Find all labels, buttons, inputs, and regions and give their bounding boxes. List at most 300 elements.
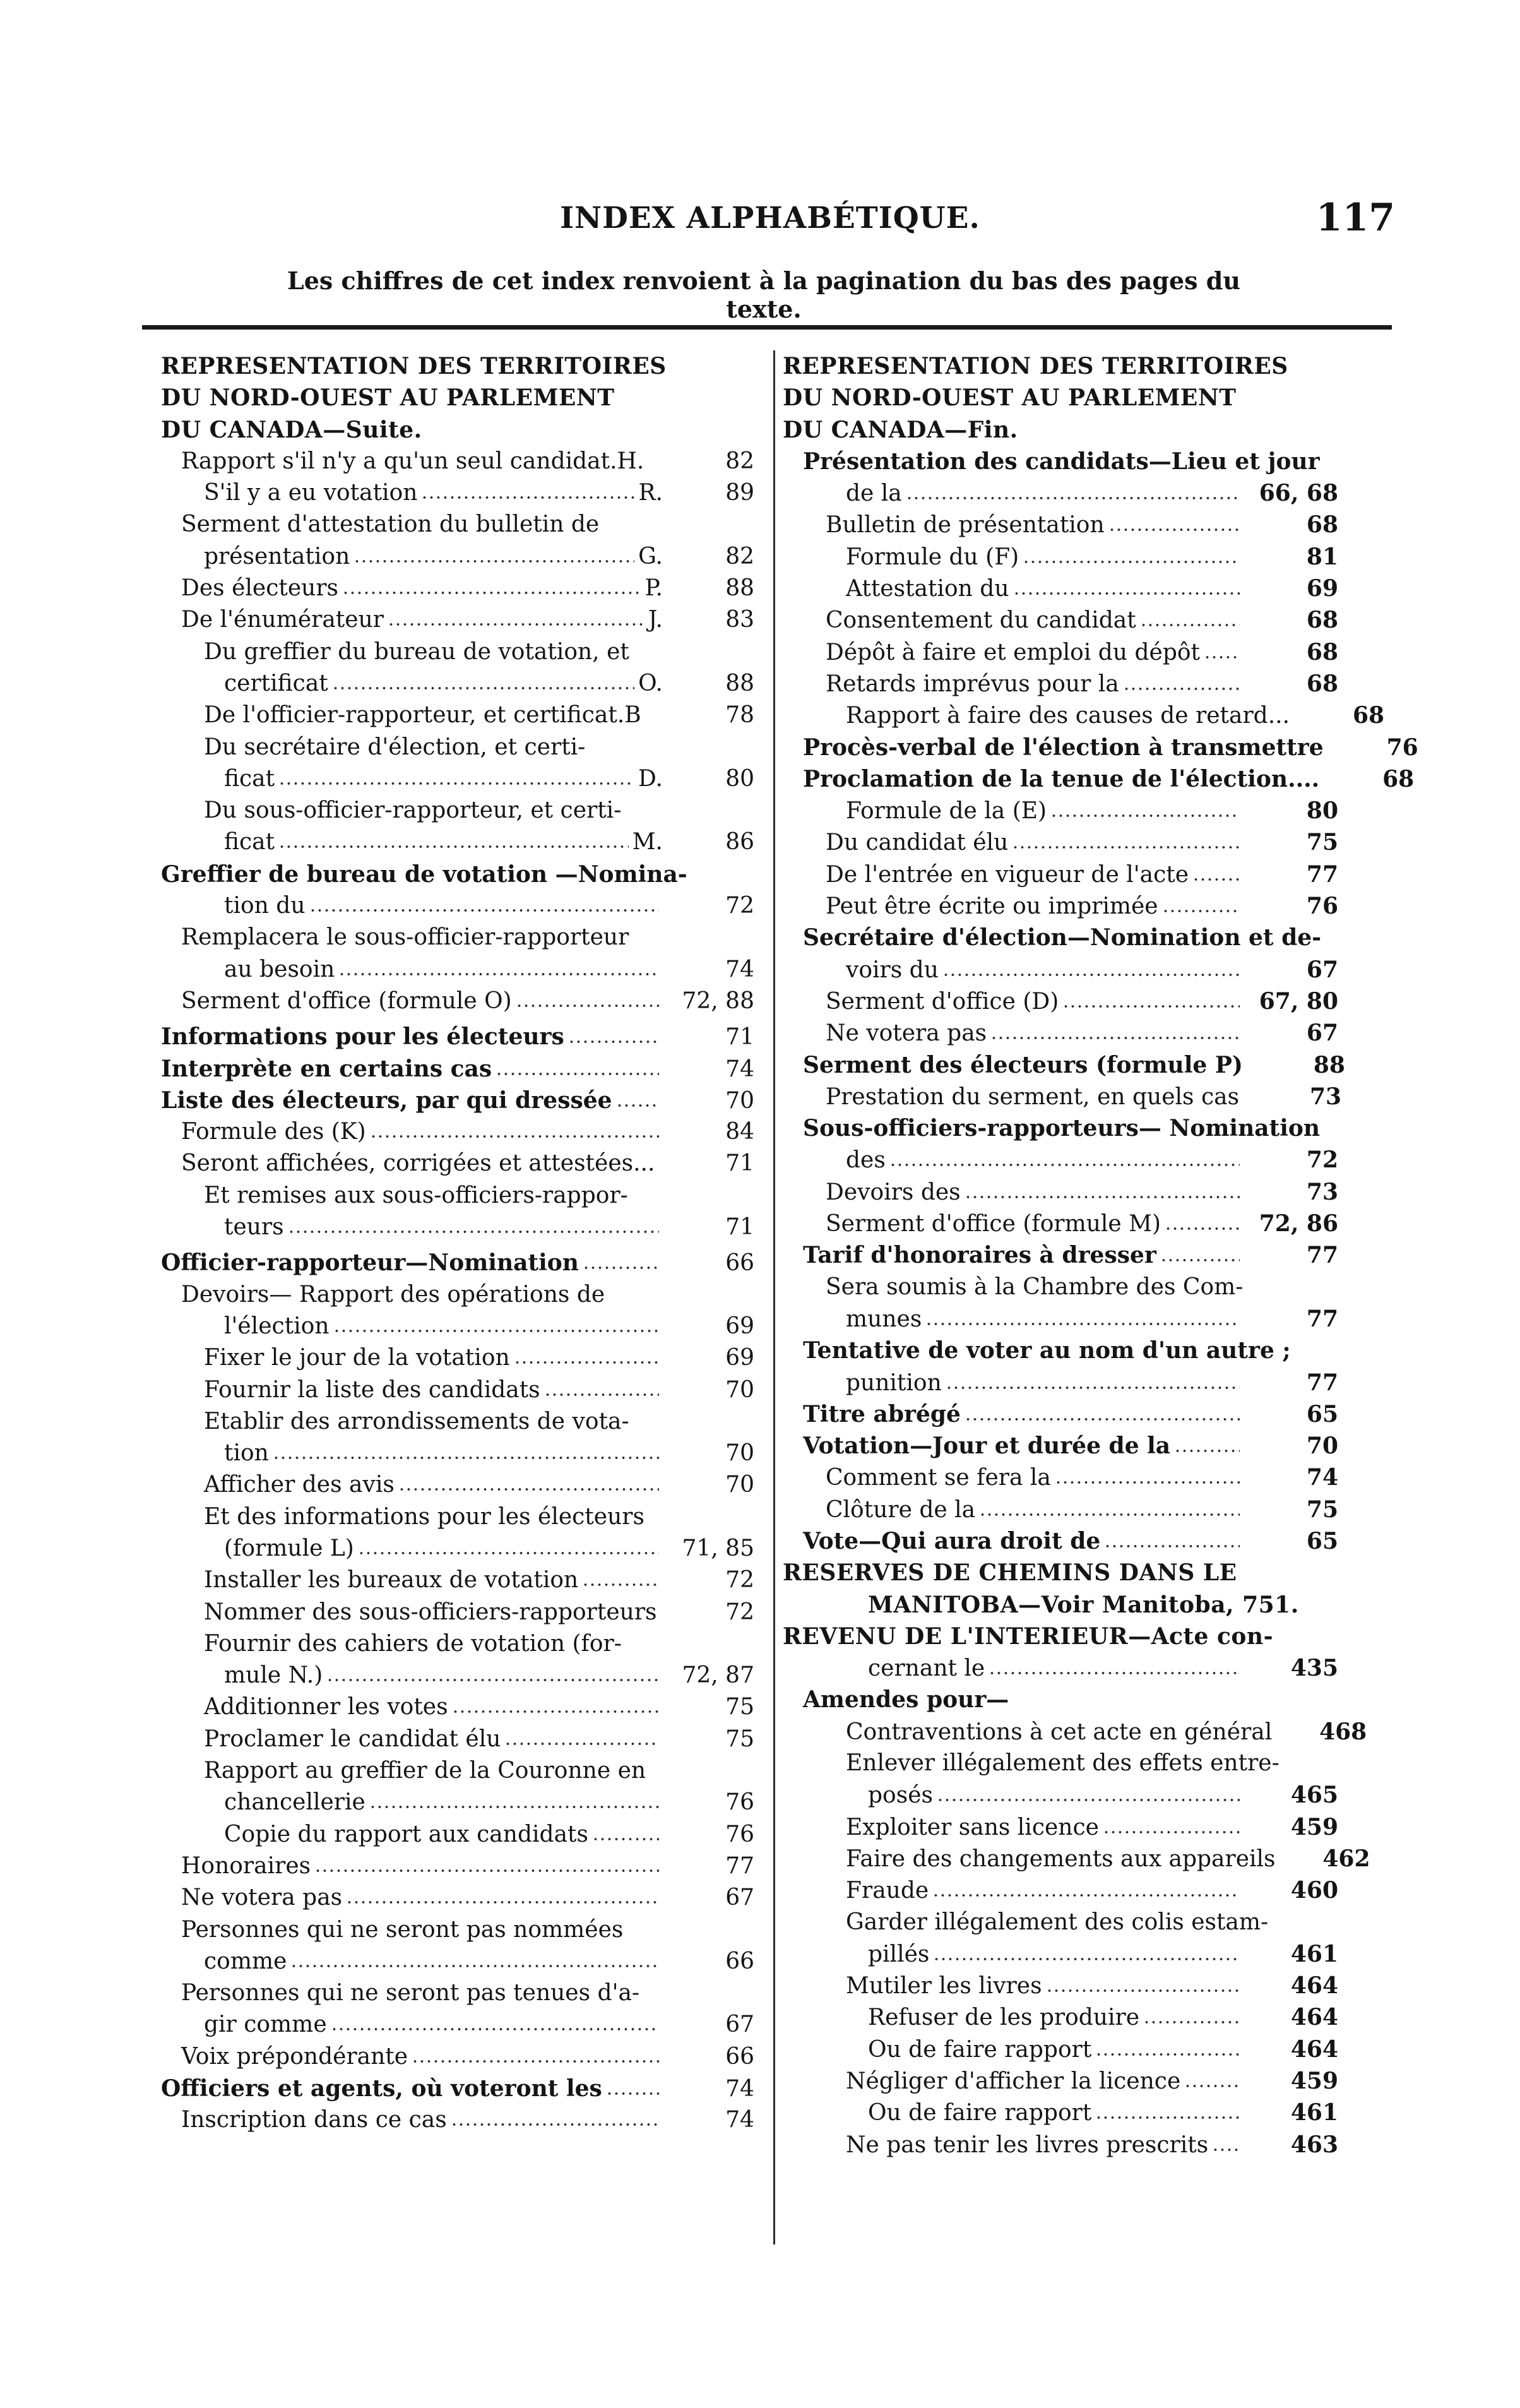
dot-leader <box>1012 830 1240 850</box>
page-reference: 83 <box>725 607 754 633</box>
entry-text: présentation <box>204 543 350 569</box>
dot-leader <box>942 957 1240 977</box>
entry-text: Serment des électeurs (formule P) <box>803 1051 1243 1078</box>
index-entry <box>161 1819 754 1851</box>
dot-leader <box>331 2012 659 2032</box>
index-entry <box>783 1684 1338 1715</box>
dot-leader <box>1108 512 1240 532</box>
page-reference: 66 <box>725 2043 754 2070</box>
page-reference: 86 <box>725 829 754 855</box>
index-entry <box>783 573 1338 604</box>
index-entry <box>161 1085 754 1116</box>
index-entry <box>161 1724 754 1755</box>
page-reference: 76 <box>1386 734 1418 761</box>
page-reference: 67 <box>725 1885 754 1911</box>
entry-text: Ou de faire rapport <box>868 2036 1092 2063</box>
index-entry <box>161 1628 754 1660</box>
dot-leader <box>925 1306 1240 1326</box>
index-entry <box>783 922 1338 953</box>
entry-text: tion <box>224 1440 269 1467</box>
header-rule <box>142 325 1392 330</box>
dot-leader <box>504 1726 659 1746</box>
entry-text: Attestation du <box>846 576 1009 602</box>
page-reference: 75 <box>725 1694 754 1720</box>
entry-text: Sous-officiers-rapporteurs— Nomination <box>803 1115 1321 1142</box>
page-reference: 72 <box>725 1599 754 1625</box>
dot-leader <box>1212 2132 1240 2152</box>
index-entry <box>783 2065 1338 2097</box>
index-entry <box>783 2097 1338 2128</box>
dot-leader <box>421 480 634 500</box>
entry-text: Bulletin de présentation <box>826 512 1105 539</box>
page-reference: 71 <box>725 1024 754 1051</box>
index-entry <box>161 1851 754 1882</box>
entry-text: Serment d'office (formule O) <box>181 987 512 1014</box>
index-entry <box>783 1811 1338 1843</box>
entry-text: Voix prépondérante <box>181 2043 408 2070</box>
dot-leader <box>288 1214 659 1234</box>
entry-text: Peut être écrite ou imprimée <box>826 893 1158 920</box>
dot-leader <box>370 1119 659 1139</box>
entry-text: Devoirs des <box>826 1179 961 1205</box>
index-entry <box>783 1144 1338 1176</box>
entry-text: Etablir des arrondissements de vota- <box>204 1408 629 1434</box>
index-entry <box>161 1533 754 1565</box>
index-entry <box>783 541 1338 573</box>
dot-leader <box>965 1179 1240 1200</box>
page-reference: 72, 86 <box>1259 1210 1338 1237</box>
form-letter: G. <box>638 543 663 569</box>
entry-text: Ou de faire rapport <box>868 2100 1092 2126</box>
entry-text: (formule L) <box>224 1535 354 1561</box>
entry-text: Proclamation de la tenue de l'élection.... <box>803 765 1320 792</box>
page-reference: 89 <box>725 480 754 506</box>
dot-leader <box>1055 1465 1240 1485</box>
entry-text: Enlever illégalement des effets entre- <box>846 1750 1280 1777</box>
index-entry <box>783 954 1338 986</box>
dot-leader <box>338 957 659 977</box>
page-reference: 465 <box>1290 1782 1338 1809</box>
page-reference: 461 <box>1290 1940 1338 1967</box>
entry-text: teurs <box>224 1214 284 1241</box>
page-reference: 70 <box>725 1087 754 1114</box>
index-entry <box>161 1021 754 1052</box>
dot-leader <box>1062 989 1240 1009</box>
dot-leader <box>309 893 659 913</box>
entry-text: au besoin <box>224 956 335 982</box>
entry-text: Copie du rapport aux candidats <box>224 1821 588 1847</box>
page-reference: 468 <box>1319 1718 1367 1745</box>
dot-leader <box>1174 1433 1240 1453</box>
page-reference: 69 <box>1306 575 1338 602</box>
page-reference: 72 <box>725 1567 754 1594</box>
index-entry <box>783 1430 1338 1462</box>
dot-leader <box>889 1147 1240 1167</box>
page-reference: 460 <box>1290 1877 1338 1904</box>
index-entry <box>161 1597 754 1628</box>
index-entry <box>161 890 754 922</box>
dot-leader <box>278 766 634 786</box>
entry-text: Du sous-officier-rapporteur, et certi- <box>204 797 622 824</box>
page-reference: 75 <box>1306 1496 1338 1523</box>
entry-text: chancellerie <box>224 1789 365 1816</box>
dot-leader <box>369 1789 659 1809</box>
entry-text: Votation—Jour et durée de la <box>803 1433 1171 1460</box>
index-entry <box>783 763 1415 795</box>
entry-text: Personnes qui ne seront pas nommées <box>181 1916 624 1943</box>
entry-text: Seront affichées, corrigées et attestées... <box>181 1150 655 1177</box>
page-reference: 74 <box>725 1056 754 1082</box>
index-entry <box>783 668 1338 700</box>
entry-text: tion du <box>224 893 306 919</box>
page-reference: 66, 68 <box>1259 480 1338 507</box>
page-reference: 72, 88 <box>682 987 754 1014</box>
form-letter: O. <box>638 670 663 696</box>
index-entry <box>783 1652 1338 1684</box>
index-heading <box>783 1589 1338 1621</box>
index-entry <box>161 1116 754 1148</box>
dot-leader <box>1192 862 1240 882</box>
entry-text: Fournir des cahiers de votation (for- <box>204 1630 622 1657</box>
entry-text: Greffier de bureau de votation —Nomina- <box>161 861 687 888</box>
index-entry <box>161 859 754 890</box>
entry-text: mule N.) <box>224 1662 323 1689</box>
page-reference: 84 <box>725 1119 754 1145</box>
dot-leader <box>342 575 641 595</box>
form-letter: J. <box>648 607 663 633</box>
index-entry <box>783 859 1338 890</box>
entry-text: Du secrétaire d'élection, et certi- <box>204 734 586 760</box>
index-entry <box>161 1279 754 1311</box>
dot-leader <box>1104 1529 1240 1549</box>
entry-text: Additionner les votes <box>204 1694 448 1720</box>
entry-text: REPRESENTATION DES TERRITOIRES <box>783 353 1288 379</box>
index-entry <box>161 1342 754 1374</box>
entry-text: Des électeurs <box>181 575 339 602</box>
index-entry <box>783 1779 1338 1811</box>
dot-leader <box>1143 2005 1240 2025</box>
index-entry <box>161 1660 754 1691</box>
entry-text: Du greffier du bureau de votation, et <box>204 638 629 665</box>
entry-text: Clôture de la <box>826 1496 976 1523</box>
page-reference: 88 <box>1313 1051 1345 1078</box>
index-entry <box>161 795 754 826</box>
entry-text: Sera soumis à la Chambre des Com- <box>826 1273 1244 1300</box>
page-reference: 69 <box>725 1345 754 1371</box>
page-reference: 462 <box>1322 1845 1370 1872</box>
form-letter: D. <box>638 765 663 792</box>
entry-text: certificat <box>224 670 328 696</box>
entry-text: Fixer le jour de la votation <box>204 1345 510 1371</box>
entry-text: DU CANADA—Suite. <box>161 416 422 443</box>
entry-text: Remplacera le sous-officier-rapporteur <box>181 924 629 951</box>
entry-text: Rapport à faire des causes de retard... <box>846 703 1290 729</box>
index-entry <box>783 700 1385 731</box>
page-reference: 68 <box>1306 607 1338 634</box>
index-entry <box>161 1565 754 1596</box>
dot-leader <box>616 1088 659 1108</box>
entry-text: Procès-verbal de l'élection à transmettre <box>803 734 1324 761</box>
entry-text: RESERVES DE CHEMINS DANS LE <box>783 1559 1237 1587</box>
page-reference: 72 <box>1306 1147 1338 1174</box>
dot-leader <box>1013 576 1240 596</box>
index-entry <box>161 1755 754 1787</box>
dot-leader <box>937 1782 1240 1803</box>
entry-text: Serment d'office (formule M) <box>826 1211 1161 1237</box>
entry-text: Formule du (F) <box>846 544 1019 570</box>
entry-text: MANITOBA—Voir Manitoba, 751. <box>868 1591 1299 1618</box>
index-heading <box>783 350 1338 382</box>
dot-leader <box>1103 1815 1240 1835</box>
entry-text: munes <box>846 1306 922 1332</box>
index-entry <box>161 1180 754 1212</box>
page-reference: 77 <box>725 1852 754 1879</box>
entry-text: Rapport au greffier de la Couronne en <box>204 1758 646 1784</box>
entry-text: Mutiler les livres <box>846 1973 1042 2000</box>
dot-leader <box>979 1497 1240 1517</box>
entry-text: ficat <box>224 829 275 855</box>
dot-leader <box>606 2076 659 2096</box>
index-entry <box>161 541 754 573</box>
index-entry <box>783 1970 1338 2001</box>
index-entry <box>161 826 754 858</box>
dot-leader <box>412 2044 659 2064</box>
page-reference: 75 <box>725 1726 754 1752</box>
index-entry <box>783 1462 1338 1493</box>
page-reference: 77 <box>1306 1242 1338 1269</box>
index-entry <box>161 1148 754 1179</box>
page-reference: 76 <box>725 1821 754 1847</box>
index-entry <box>161 2104 754 2136</box>
dot-leader <box>333 1313 659 1333</box>
dot-leader <box>544 1377 659 1397</box>
index-entry <box>783 636 1338 668</box>
page-reference: 464 <box>1290 2004 1338 2031</box>
form-letter: R. <box>638 480 663 506</box>
index-entry <box>783 1398 1338 1430</box>
page-reference: 71 <box>725 1150 754 1177</box>
dot-leader <box>496 1056 659 1076</box>
index-entry <box>161 2009 754 2041</box>
index-entry <box>783 2001 1338 2033</box>
index-entry <box>161 636 754 668</box>
page-reference: 66 <box>725 1948 754 1974</box>
index-heading <box>161 350 754 382</box>
index-entry <box>783 890 1338 922</box>
entry-text: Et remises aux sous-officiers-rappor- <box>204 1182 628 1208</box>
entry-text: Tentative de voter au nom d'un autre ; <box>803 1337 1291 1364</box>
entry-text: DU NORD-OUEST AU PARLEMENT <box>161 384 615 412</box>
dot-leader <box>353 544 634 564</box>
page-reference: 77 <box>1306 1369 1338 1396</box>
page-reference: 77 <box>1306 1305 1338 1332</box>
entry-text: Refuser de les produire <box>868 2005 1140 2031</box>
dot-leader <box>1160 1243 1240 1263</box>
page-reference: 70 <box>725 1376 754 1403</box>
entry-text: Fraude <box>846 1878 929 1904</box>
page-reference: 82 <box>725 448 754 474</box>
index-entry <box>161 986 754 1017</box>
form-letter: P. <box>644 575 663 602</box>
index-entry <box>783 1875 1338 1906</box>
index-entry <box>161 668 754 700</box>
index-entry <box>161 2041 754 2073</box>
entry-text: De l'énumérateur <box>181 607 384 633</box>
dot-leader <box>932 1878 1240 1898</box>
index-entry <box>161 477 754 509</box>
entry-text: des <box>846 1147 886 1174</box>
index-entry <box>783 986 1338 1017</box>
page-reference: 76 <box>725 1789 754 1816</box>
index-note: Les chiffres de cet index renvoient à la pagination du bas des pages du texte. <box>287 266 1240 323</box>
dot-leader <box>1095 2100 1240 2120</box>
entry-text: cernant le <box>868 1655 985 1682</box>
page-reference: 75 <box>1306 829 1338 856</box>
index-entry <box>161 1501 754 1533</box>
index-entry <box>783 1367 1338 1398</box>
index-entry <box>161 1406 754 1438</box>
index-entry <box>161 922 754 953</box>
dot-leader <box>1162 893 1240 914</box>
page-reference: 77 <box>1306 861 1338 888</box>
entry-text: Présentation des candidats—Lieu et jour <box>803 448 1320 475</box>
page-reference: 74 <box>725 2076 754 2102</box>
entry-text: Nommer des sous-officiers-rapporteurs <box>204 1599 657 1625</box>
entry-text: Informations pour les électeurs <box>161 1023 564 1051</box>
index-entry <box>161 1247 754 1279</box>
index-entry <box>161 2073 754 2104</box>
dot-leader <box>592 1821 659 1842</box>
dot-leader <box>990 1020 1240 1040</box>
index-entry <box>783 1176 1338 1208</box>
entry-text: Proclamer le candidat élu <box>204 1726 501 1752</box>
entry-text: Amendes pour— <box>803 1686 1009 1714</box>
entry-text: Honoraires <box>181 1852 311 1879</box>
page-reference: 435 <box>1290 1655 1338 1682</box>
index-entry <box>783 1208 1338 1239</box>
index-entry <box>783 2034 1338 2065</box>
entry-text: Et des informations pour les électeurs <box>204 1503 644 1530</box>
entry-text: REVENU DE L'INTERIEUR—Acte con- <box>783 1623 1274 1650</box>
index-entry <box>161 1977 754 2009</box>
entry-text: Serment d'attestation du bulletin de <box>181 511 600 538</box>
entry-text: Contraventions à cet acte en général <box>846 1719 1273 1745</box>
page-reference: 73 <box>1306 1178 1338 1205</box>
entry-text: De l'officier-rapporteur, et certificat.B <box>204 702 641 729</box>
index-entry <box>783 1081 1342 1112</box>
page-title: INDEX ALPHABÉTIQUE. <box>560 201 980 235</box>
index-heading <box>783 1557 1338 1588</box>
entry-text: pillés <box>868 1941 930 1967</box>
index-entry <box>783 604 1338 636</box>
page-reference: 80 <box>1306 797 1338 825</box>
index-entry <box>161 1374 754 1406</box>
dot-leader <box>989 1655 1240 1676</box>
form-letter: M. <box>632 829 663 855</box>
dot-leader <box>290 1948 659 1969</box>
page-reference: 88 <box>725 670 754 696</box>
dot-leader <box>452 1694 659 1714</box>
dot-leader <box>1204 640 1240 660</box>
dot-leader <box>1023 544 1240 564</box>
page-reference: 65 <box>1306 1400 1338 1428</box>
entry-text: Ne votera pas <box>826 1020 987 1047</box>
page-reference: 73 <box>1309 1083 1342 1110</box>
entry-text: Exploiter sans licence <box>846 1814 1099 1840</box>
entry-text: Dépôt à faire et emploi du dépôt <box>826 639 1201 665</box>
index-heading <box>783 414 1338 446</box>
dot-leader <box>583 1250 659 1270</box>
page-reference: 72, 87 <box>682 1662 754 1689</box>
entry-text: REPRESENTATION DES TERRITOIRES <box>161 353 667 379</box>
left-column <box>161 350 754 2244</box>
dot-leader <box>568 1024 659 1044</box>
entry-text: Titre abrégé <box>803 1400 961 1428</box>
index-entry <box>783 1494 1338 1525</box>
index-entry <box>161 1787 754 1818</box>
page-reference: 463 <box>1290 2131 1338 2158</box>
page-reference: 88 <box>725 575 754 602</box>
entry-text: Interprète en certains cas <box>161 1055 492 1082</box>
page-reference: 68 <box>1306 511 1338 539</box>
entry-text: Négliger d'afficher la licence <box>846 2068 1181 2095</box>
entry-text: Rapport s'il n'y a qu'un seul candidat.H. <box>181 448 644 474</box>
index-entry <box>161 1469 754 1501</box>
entry-text: Garder illégalement des colis estam- <box>846 1909 1269 1935</box>
right-column <box>783 350 1418 2244</box>
index-entry <box>161 446 754 477</box>
entry-text: Formule de la (E) <box>846 798 1047 825</box>
entry-text: Installer les bureaux de votation <box>204 1567 579 1594</box>
page-reference: 67, 80 <box>1259 987 1338 1015</box>
entry-text: Vote—Qui aura droit de <box>803 1527 1101 1554</box>
entry-text: Du candidat élu <box>826 830 1009 856</box>
entry-text: Personnes qui ne seront pas tenues d'a- <box>181 1980 640 2006</box>
entry-text: Fournir la liste des candidats <box>204 1376 540 1403</box>
index-entry <box>161 1053 754 1085</box>
dot-leader <box>332 671 634 691</box>
index-entry <box>783 509 1338 540</box>
page-reference: 65 <box>1306 1527 1338 1554</box>
dot-leader <box>514 1345 659 1365</box>
dot-leader <box>965 1402 1240 1422</box>
entry-text: Tarif d'honoraires à dresser <box>803 1242 1156 1269</box>
entry-text: Serment d'office (D) <box>826 988 1059 1015</box>
index-entry <box>783 1049 1345 1081</box>
index-entry <box>783 795 1338 826</box>
index-entry <box>783 1525 1338 1557</box>
page-reference: 464 <box>1290 1972 1338 2000</box>
entry-text: Devoirs— Rapport des opérations de <box>181 1281 605 1308</box>
index-entry <box>783 2129 1338 2161</box>
entry-text: Officiers et agents, où voteront les <box>161 2075 602 2102</box>
page-reference: 70 <box>725 1440 754 1467</box>
page-reference: 71 <box>725 1214 754 1241</box>
page-reference: 67 <box>725 2012 754 2038</box>
dot-leader <box>398 1472 659 1492</box>
page-reference: 67 <box>1306 1020 1338 1047</box>
entry-text: Prestation du serment, en quels cas <box>826 1083 1240 1110</box>
index-entry <box>161 1438 754 1469</box>
index-entry <box>783 1017 1338 1049</box>
entry-text: S'il y a eu votation <box>204 480 418 506</box>
page-reference: 68 <box>1352 702 1385 729</box>
entry-text: l'élection <box>224 1313 330 1339</box>
entry-text: gir comme <box>204 2012 327 2038</box>
page-reference: 82 <box>725 543 754 569</box>
dot-leader <box>358 1535 659 1556</box>
index-entry <box>161 1311 754 1342</box>
